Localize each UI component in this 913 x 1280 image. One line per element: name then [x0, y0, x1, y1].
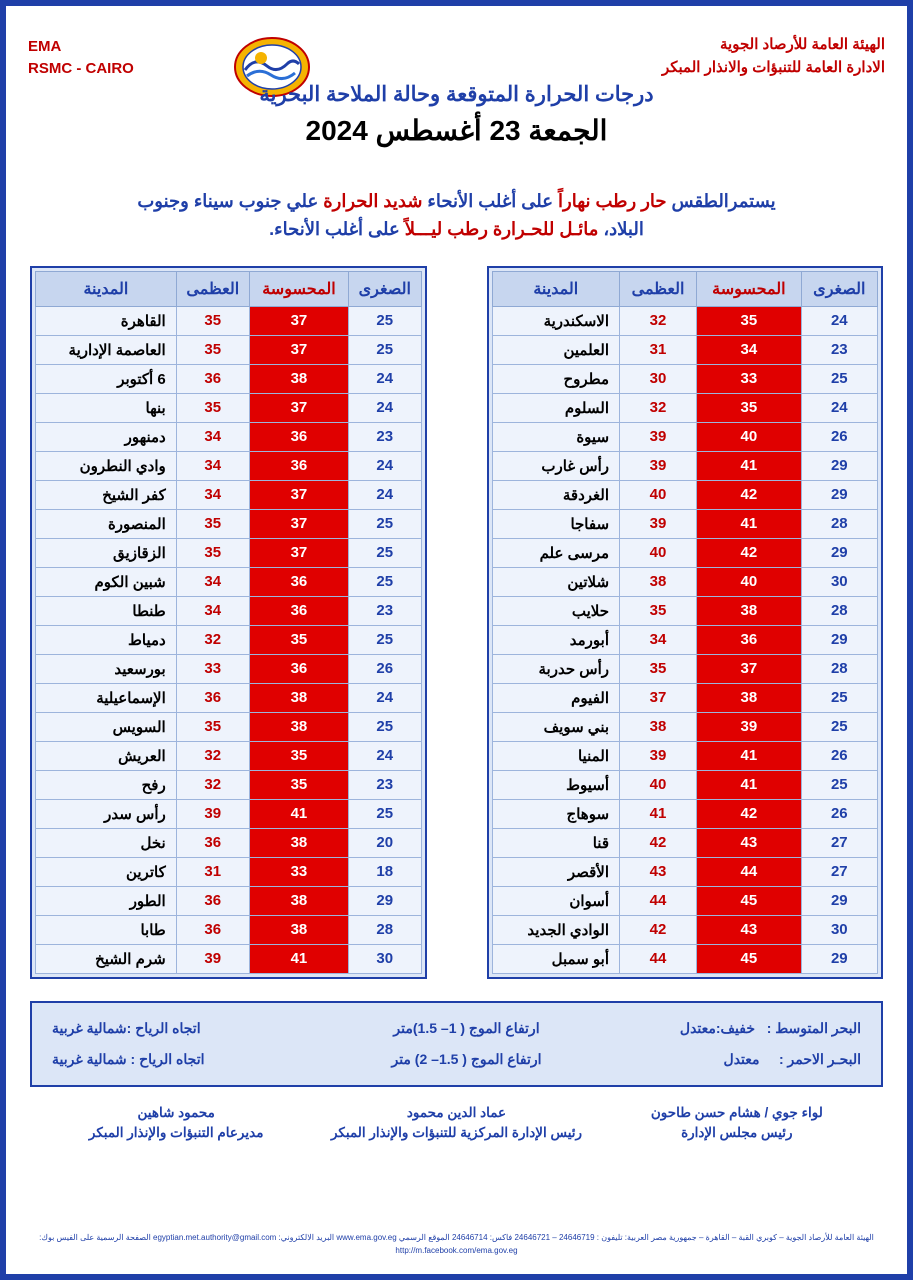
cell-felt-temp: 41 [249, 799, 348, 828]
marine-name-label: البحـر الاحمر : [778, 1050, 861, 1067]
cell-city-name: المنيا [492, 741, 620, 770]
table-header-row [492, 271, 878, 306]
cell-city-name: مطروح [492, 364, 620, 393]
cell-max-temp: 35 [176, 306, 249, 335]
signature-name: عماد الدين محمود [406, 1104, 507, 1120]
footer-address: الهيئة العامة للأرصاد الجوية – كوبري القبة – القاهرة – جمهورية مصر العربية: تليفون : 24646719 – 24646721 فاكس: 24646714 الموقع الرسمي www.ema.gov.eg البريد الالكتروني: egyptian.met.authority@gmail.com الصفحة الرسمية على الفيس بوك: http://m.facebook.com/ema.gov.eg [39, 1232, 874, 1256]
cell-min-temp: 28 [801, 596, 877, 625]
cell-city-name: القاهرة [36, 306, 177, 335]
table-row [36, 886, 422, 915]
table-row [492, 915, 878, 944]
table-row [36, 538, 422, 567]
cell-city-name: 6 أكتوبر [36, 364, 177, 393]
cell-felt-temp: 38 [249, 886, 348, 915]
cell-max-temp: 40 [620, 770, 697, 799]
cell-max-temp: 35 [620, 654, 697, 683]
marine-sea-name [631, 1051, 861, 1068]
cell-max-temp: 32 [620, 393, 697, 422]
cell-city-name: كاترين [36, 857, 177, 886]
cell-max-temp: 32 [176, 741, 249, 770]
summary-text-1: يستمرالطقس [666, 191, 776, 211]
cell-city-name: نخل [36, 828, 177, 857]
cell-felt-temp: 42 [697, 480, 802, 509]
marine-wave-height: ارتفاع الموج ( 1.5– 2) متر [391, 1050, 542, 1067]
cell-min-temp: 29 [801, 625, 877, 654]
cell-felt-temp: 40 [697, 567, 802, 596]
table-row [36, 857, 422, 886]
cell-city-name: شرم الشيخ [36, 944, 177, 973]
header-min: الصغرى [801, 271, 877, 306]
cell-min-temp: 24 [349, 393, 421, 422]
cell-city-name: رأس غارب [492, 451, 620, 480]
ema-line-2: RSMC - CAIRO [28, 59, 134, 77]
cell-city-name: السلوم [492, 393, 620, 422]
marine-sea-name [631, 1020, 861, 1037]
cell-city-name: أبورمد [492, 625, 620, 654]
cell-felt-temp: 36 [697, 625, 802, 654]
cell-min-temp: 26 [801, 741, 877, 770]
temperature-table-left [492, 271, 879, 974]
signatures [36, 1103, 877, 1144]
cell-felt-temp: 39 [697, 712, 802, 741]
cell-max-temp: 31 [176, 857, 249, 886]
marine-name-label: البحر المتوسط : [766, 1019, 861, 1036]
cell-max-temp: 36 [176, 886, 249, 915]
cell-city-name: الوادي الجديد [492, 915, 620, 944]
temperature-table-left-wrap [487, 266, 884, 979]
cell-city-name: العاصمة الإدارية [36, 335, 177, 364]
table-row [492, 451, 878, 480]
cell-city-name: قنا [492, 828, 620, 857]
header-min: الصغرى [349, 271, 421, 306]
summary-text-4: البلاد، [598, 218, 644, 239]
summary-text-3: علي جنوب سيناء وجنوب [137, 191, 324, 211]
cell-min-temp: 29 [801, 944, 877, 973]
cell-min-temp: 28 [801, 654, 877, 683]
header-city: المدينة [36, 271, 177, 306]
cell-max-temp: 35 [176, 335, 249, 364]
cell-felt-temp: 43 [697, 915, 802, 944]
summary-text-2: على أغلب الأنحاء [422, 191, 559, 211]
cell-min-temp: 26 [801, 799, 877, 828]
table-row [36, 741, 422, 770]
cell-felt-temp: 40 [697, 422, 802, 451]
table-row [492, 625, 878, 654]
table-row [36, 828, 422, 857]
cell-city-name: طنطا [36, 596, 177, 625]
table-row [492, 306, 878, 335]
cell-felt-temp: 38 [249, 915, 348, 944]
cell-max-temp: 39 [620, 741, 697, 770]
cell-city-name: دمنهور [36, 422, 177, 451]
cell-min-temp: 25 [801, 712, 877, 741]
cell-city-name: أبو سمبل [492, 944, 620, 973]
cell-max-temp: 38 [620, 567, 697, 596]
signature-name: لواء جوي / هشام حسن طاحون [650, 1104, 823, 1120]
cell-max-temp: 39 [620, 422, 697, 451]
cell-min-temp: 25 [801, 683, 877, 712]
cell-max-temp: 39 [176, 799, 249, 828]
cell-min-temp: 26 [801, 422, 877, 451]
table-row [36, 625, 422, 654]
cell-max-temp: 41 [620, 799, 697, 828]
cell-city-name: شبين الكوم [36, 567, 177, 596]
cell-felt-temp: 38 [249, 828, 348, 857]
cell-felt-temp: 41 [249, 944, 348, 973]
cell-max-temp: 31 [620, 335, 697, 364]
cell-max-temp: 35 [176, 712, 249, 741]
marine-wind-direction: اتجاه الرياح : شمالية غربية [52, 1050, 205, 1067]
table-row [492, 741, 878, 770]
cell-city-name: أسيوط [492, 770, 620, 799]
cell-city-name: الغردقة [492, 480, 620, 509]
cell-felt-temp: 35 [697, 306, 802, 335]
cell-max-temp: 43 [620, 857, 697, 886]
cell-city-name: الاسكندرية [492, 306, 620, 335]
cell-felt-temp: 33 [697, 364, 802, 393]
table-row [492, 509, 878, 538]
cell-min-temp: 24 [349, 480, 421, 509]
table-row [492, 770, 878, 799]
cell-max-temp: 39 [620, 509, 697, 538]
table-row [492, 422, 878, 451]
table-row [36, 335, 422, 364]
signature-general-manager [36, 1103, 316, 1144]
table-row [492, 538, 878, 567]
header-city: المدينة [492, 271, 620, 306]
cell-felt-temp: 37 [697, 654, 802, 683]
marine-state-value: معتدل [723, 1050, 760, 1067]
cell-min-temp: 20 [349, 828, 421, 857]
cell-max-temp: 35 [176, 393, 249, 422]
cell-min-temp: 25 [349, 509, 421, 538]
cell-max-temp: 42 [620, 828, 697, 857]
signature-chairman [597, 1103, 877, 1144]
cell-felt-temp: 36 [249, 654, 348, 683]
authority-line-2: الادارة العامة للتنبؤات والانذار المبكر [661, 58, 885, 76]
table-row [36, 567, 422, 596]
table-row [36, 306, 422, 335]
table-row [492, 596, 878, 625]
cell-min-temp: 30 [801, 915, 877, 944]
cell-min-temp: 24 [801, 306, 877, 335]
forecast-summary [58, 188, 855, 244]
table-row [492, 712, 878, 741]
cell-min-temp: 23 [349, 770, 421, 799]
cell-max-temp: 33 [176, 654, 249, 683]
cell-min-temp: 25 [349, 538, 421, 567]
cell-max-temp: 34 [176, 480, 249, 509]
cell-felt-temp: 41 [697, 509, 802, 538]
table-header-row [36, 271, 422, 306]
cell-city-name: الزقازيق [36, 538, 177, 567]
cell-felt-temp: 37 [249, 306, 348, 335]
cell-max-temp: 39 [620, 451, 697, 480]
cell-felt-temp: 38 [249, 683, 348, 712]
cell-min-temp: 27 [801, 857, 877, 886]
cell-max-temp: 44 [620, 886, 697, 915]
temperature-tables [30, 266, 883, 979]
cell-felt-temp: 36 [249, 596, 348, 625]
marine-row [46, 1044, 867, 1075]
cell-felt-temp: 35 [249, 770, 348, 799]
cell-city-name: شلاتين [492, 567, 620, 596]
table-row [492, 857, 878, 886]
table-row [36, 451, 422, 480]
table-row [36, 364, 422, 393]
signature-title: مديرعام التنبؤات والإنذار المبكر [88, 1125, 264, 1141]
cell-city-name: حلايب [492, 596, 620, 625]
cell-max-temp: 42 [620, 915, 697, 944]
signature-central-head [316, 1103, 596, 1144]
cell-max-temp: 34 [176, 567, 249, 596]
table-row [492, 335, 878, 364]
cell-city-name: طابا [36, 915, 177, 944]
summary-highlight-2: شديد الحرارة [323, 191, 423, 211]
cell-max-temp: 44 [620, 944, 697, 973]
temperature-table-right-wrap [30, 266, 427, 979]
cell-max-temp: 37 [620, 683, 697, 712]
marine-conditions-box [30, 1001, 883, 1087]
table-row [36, 480, 422, 509]
cell-min-temp: 30 [349, 944, 421, 973]
cell-felt-temp: 42 [697, 799, 802, 828]
cell-city-name: الفيوم [492, 683, 620, 712]
table-row [36, 944, 422, 973]
cell-min-temp: 23 [349, 422, 421, 451]
bulletin-date: الجمعة 23 أغسطس 2024 [305, 115, 608, 146]
signature-title: رئيس الإدارة المركزية للتنبؤات والإنذار المبكر [330, 1125, 583, 1141]
authority-name [662, 34, 885, 79]
cell-city-name: السويس [36, 712, 177, 741]
cell-min-temp: 30 [801, 567, 877, 596]
cell-min-temp: 25 [349, 625, 421, 654]
cell-city-name: مرسى علم [492, 538, 620, 567]
cell-min-temp: 24 [801, 393, 877, 422]
cell-felt-temp: 38 [249, 712, 348, 741]
cell-max-temp: 36 [176, 364, 249, 393]
cell-min-temp: 25 [349, 799, 421, 828]
cell-min-temp: 29 [801, 886, 877, 915]
table-row [36, 712, 422, 741]
cell-min-temp: 23 [349, 596, 421, 625]
cell-city-name: المنصورة [36, 509, 177, 538]
cell-min-temp: 24 [349, 741, 421, 770]
cell-city-name: سفاجا [492, 509, 620, 538]
cell-felt-temp: 38 [697, 683, 802, 712]
cell-min-temp: 23 [801, 335, 877, 364]
cell-min-temp: 29 [349, 886, 421, 915]
cell-felt-temp: 35 [249, 625, 348, 654]
cell-max-temp: 34 [176, 596, 249, 625]
cell-felt-temp: 36 [249, 451, 348, 480]
cell-min-temp: 24 [349, 364, 421, 393]
cell-min-temp: 27 [801, 828, 877, 857]
cell-max-temp: 40 [620, 480, 697, 509]
cell-min-temp: 25 [801, 770, 877, 799]
cell-felt-temp: 41 [697, 451, 802, 480]
ema-line-1: EMA [28, 38, 62, 55]
signature-title: رئيس مجلس الإدارة [681, 1125, 793, 1141]
cell-city-name: كفر الشيخ [36, 480, 177, 509]
table-row [36, 770, 422, 799]
cell-city-name: رفح [36, 770, 177, 799]
authority-line-1: الهيئة العامة للأرصاد الجوية [719, 36, 885, 53]
cell-max-temp: 36 [176, 915, 249, 944]
table-row [492, 886, 878, 915]
ema-identifier [28, 36, 134, 80]
table-row [36, 509, 422, 538]
cell-city-name: بنها [36, 393, 177, 422]
cell-city-name: سيوة [492, 422, 620, 451]
table-row [36, 654, 422, 683]
cell-min-temp: 25 [349, 712, 421, 741]
cell-city-name: الطور [36, 886, 177, 915]
cell-min-temp: 24 [349, 451, 421, 480]
table-row [492, 393, 878, 422]
cell-felt-temp: 38 [697, 596, 802, 625]
cell-max-temp: 38 [620, 712, 697, 741]
header-max: العظمى [620, 271, 697, 306]
cell-max-temp: 39 [176, 944, 249, 973]
cell-city-name: العريش [36, 741, 177, 770]
cell-max-temp: 36 [176, 828, 249, 857]
cell-min-temp: 25 [349, 567, 421, 596]
cell-felt-temp: 43 [697, 828, 802, 857]
cell-min-temp: 26 [349, 654, 421, 683]
cell-felt-temp: 38 [249, 364, 348, 393]
table-row [492, 799, 878, 828]
cell-felt-temp: 42 [697, 538, 802, 567]
cell-max-temp: 35 [620, 596, 697, 625]
marine-wind-direction: اتجاه الرياح :شمالية غربية [52, 1019, 201, 1036]
cell-felt-temp: 45 [697, 886, 802, 915]
cell-min-temp: 18 [349, 857, 421, 886]
cell-city-name: سوهاج [492, 799, 620, 828]
cell-felt-temp: 37 [249, 393, 348, 422]
table-row [492, 828, 878, 857]
signature-name: محمود شاهين [137, 1104, 215, 1120]
table-row [492, 480, 878, 509]
cell-max-temp: 34 [176, 422, 249, 451]
cell-felt-temp: 37 [249, 480, 348, 509]
cell-felt-temp: 34 [697, 335, 802, 364]
cell-min-temp: 28 [801, 509, 877, 538]
header-felt: المحسوسة [249, 271, 348, 306]
cell-felt-temp: 35 [249, 741, 348, 770]
table-row [492, 654, 878, 683]
cell-max-temp: 32 [176, 625, 249, 654]
header-max: العظمى [176, 271, 249, 306]
cell-max-temp: 36 [176, 683, 249, 712]
cell-min-temp: 29 [801, 480, 877, 509]
cell-felt-temp: 45 [697, 944, 802, 973]
cell-min-temp: 25 [349, 306, 421, 335]
cell-min-temp: 29 [801, 451, 877, 480]
cell-city-name: دمياط [36, 625, 177, 654]
cell-max-temp: 35 [176, 509, 249, 538]
cell-max-temp: 34 [620, 625, 697, 654]
header-felt: المحسوسة [697, 271, 802, 306]
header [6, 6, 907, 176]
table-row [36, 799, 422, 828]
cell-felt-temp: 41 [697, 770, 802, 799]
cell-city-name: بني سويف [492, 712, 620, 741]
cell-city-name: بورسعيد [36, 654, 177, 683]
table-row [492, 944, 878, 973]
marine-wave-height: ارتفاع الموج ( 1– 1.5)متر [393, 1019, 540, 1036]
page-title: درجات الحرارة المتوقعة وحالة الملاحة البحرية [259, 83, 654, 106]
summary-highlight-3: مائـل للحـرارة رطب ليـــلاً [404, 218, 599, 239]
marine-row [46, 1013, 867, 1044]
cell-felt-temp: 36 [249, 567, 348, 596]
cell-felt-temp: 37 [249, 509, 348, 538]
cell-felt-temp: 37 [249, 538, 348, 567]
cell-felt-temp: 37 [249, 335, 348, 364]
summary-highlight-1: حار رطب نهاراً [558, 191, 667, 211]
cell-min-temp: 28 [349, 915, 421, 944]
cell-city-name: العلمين [492, 335, 620, 364]
cell-min-temp: 25 [349, 335, 421, 364]
cell-max-temp: 34 [176, 451, 249, 480]
marine-state-value: خفيف:معتدل [679, 1019, 756, 1036]
cell-max-temp: 32 [176, 770, 249, 799]
cell-max-temp: 40 [620, 538, 697, 567]
cell-felt-temp: 44 [697, 857, 802, 886]
cell-min-temp: 24 [349, 683, 421, 712]
cell-felt-temp: 35 [697, 393, 802, 422]
temperature-table-right [35, 271, 422, 974]
table-row [492, 683, 878, 712]
cell-city-name: رأس حدربة [492, 654, 620, 683]
table-row [36, 683, 422, 712]
cell-max-temp: 32 [620, 306, 697, 335]
table-row [36, 393, 422, 422]
cell-city-name: الإسماعيلية [36, 683, 177, 712]
cell-city-name: الأقصر [492, 857, 620, 886]
table-row [36, 422, 422, 451]
cell-min-temp: 29 [801, 538, 877, 567]
cell-felt-temp: 33 [249, 857, 348, 886]
cell-max-temp: 30 [620, 364, 697, 393]
table-row [36, 596, 422, 625]
cell-city-name: أسوان [492, 886, 620, 915]
cell-city-name: وادي النطرون [36, 451, 177, 480]
cell-max-temp: 35 [176, 538, 249, 567]
cell-min-temp: 25 [801, 364, 877, 393]
cell-felt-temp: 36 [249, 422, 348, 451]
cell-felt-temp: 41 [697, 741, 802, 770]
table-row [36, 915, 422, 944]
cell-city-name: رأس سدر [36, 799, 177, 828]
table-row [492, 567, 878, 596]
table-row [492, 364, 878, 393]
summary-text-5: على أغلب الأنحاء. [269, 218, 405, 239]
